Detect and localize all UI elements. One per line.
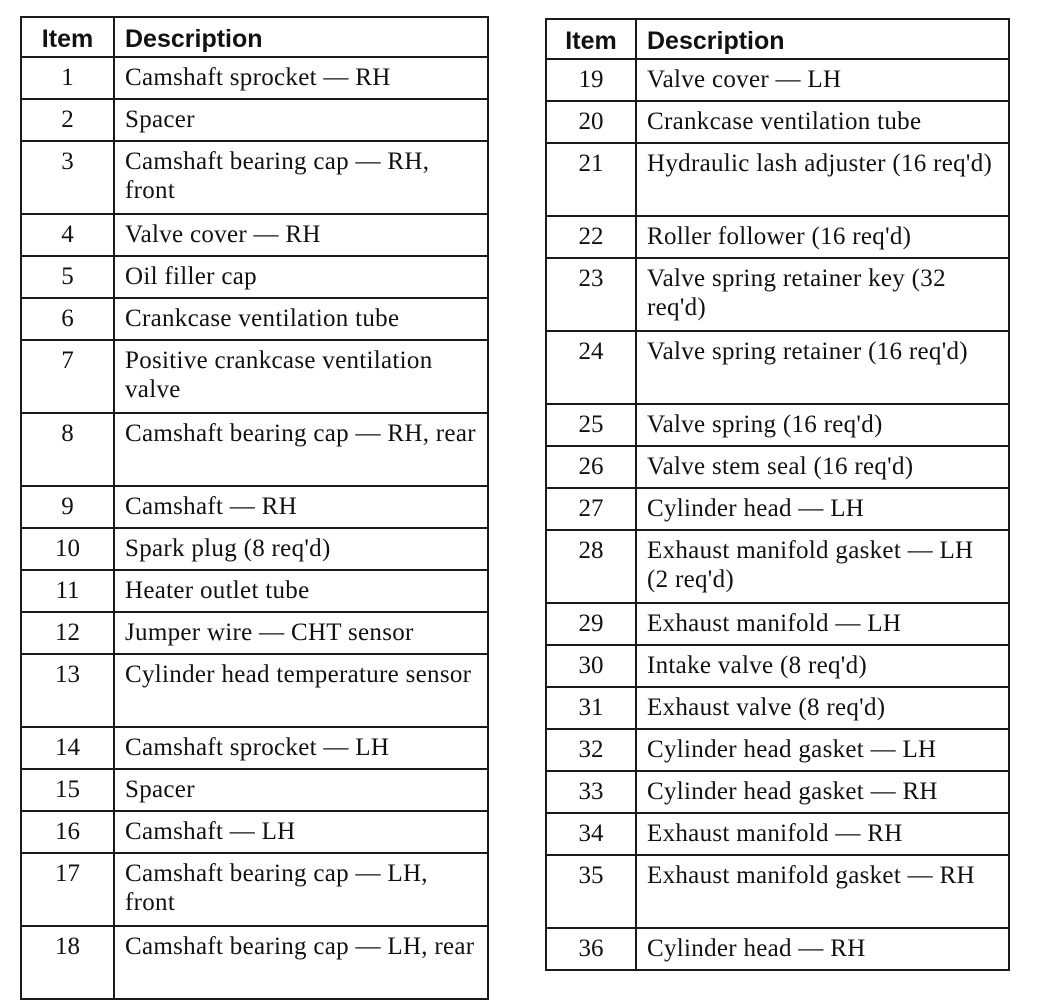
table-row (546, 771, 1009, 813)
item-number: 19 (546, 59, 636, 101)
table-row (21, 298, 488, 340)
table-row (21, 413, 488, 486)
item-description: Jumper wire — CHT sensor (114, 612, 488, 654)
item-description: Spacer (114, 99, 488, 141)
item-number: 26 (546, 446, 636, 488)
item-description: Camshaft sprocket — LH (114, 727, 488, 769)
item-number: 2 (21, 99, 114, 141)
item-number: 17 (21, 853, 114, 926)
table-row (21, 99, 488, 141)
table-row (546, 488, 1009, 530)
item-description: Valve spring retainer (16 req'd) (636, 331, 1009, 404)
item-description: Cylinder head gasket — LH (636, 729, 1009, 771)
table-row (21, 528, 488, 570)
item-number: 34 (546, 813, 636, 855)
table-row (546, 258, 1009, 331)
item-description: Valve cover — LH (636, 59, 1009, 101)
item-number: 31 (546, 687, 636, 729)
item-description: Roller follower (16 req'd) (636, 216, 1009, 258)
item-description: Camshaft sprocket — RH (114, 57, 488, 99)
item-description: Camshaft bearing cap — RH, front (114, 141, 488, 214)
item-number: 22 (546, 216, 636, 258)
header-row (21, 17, 488, 57)
item-number: 1 (21, 57, 114, 99)
item-number: 12 (21, 612, 114, 654)
table-row (21, 654, 488, 727)
item-description: Oil filler cap (114, 256, 488, 298)
description-column-header: Description (636, 19, 1009, 59)
item-description: Exhaust manifold gasket — LH (2 req'd) (636, 530, 1009, 603)
item-number: 23 (546, 258, 636, 331)
table-row (21, 486, 488, 528)
item-number: 32 (546, 729, 636, 771)
item-description: Valve cover — RH (114, 214, 488, 256)
item-description: Spark plug (8 req'd) (114, 528, 488, 570)
item-number: 9 (21, 486, 114, 528)
item-number: 20 (546, 101, 636, 143)
item-number: 15 (21, 769, 114, 811)
item-description: Crankcase ventilation tube (114, 298, 488, 340)
item-description: Camshaft bearing cap — LH, rear (114, 926, 488, 999)
item-number: 5 (21, 256, 114, 298)
item-description: Cylinder head gasket — RH (636, 771, 1009, 813)
table-row (21, 926, 488, 999)
table-row (546, 404, 1009, 446)
item-number: 10 (21, 528, 114, 570)
item-description: Valve spring (16 req'd) (636, 404, 1009, 446)
table-row (21, 57, 488, 99)
item-number: 21 (546, 143, 636, 216)
item-description: Cylinder head — LH (636, 488, 1009, 530)
item-number: 25 (546, 404, 636, 446)
item-description: Camshaft — RH (114, 486, 488, 528)
table-row (546, 143, 1009, 216)
item-description: Camshaft bearing cap — RH, rear (114, 413, 488, 486)
item-number: 24 (546, 331, 636, 404)
table-row (546, 928, 1009, 970)
table-row (546, 603, 1009, 645)
item-number: 14 (21, 727, 114, 769)
item-number: 30 (546, 645, 636, 687)
item-description: Hydraulic lash adjuster (16 req'd) (636, 143, 1009, 216)
table-row (546, 813, 1009, 855)
item-description: Cylinder head temperature sensor (114, 654, 488, 727)
item-description: Cylinder head — RH (636, 928, 1009, 970)
item-number: 28 (546, 530, 636, 603)
item-number: 35 (546, 855, 636, 928)
item-number: 16 (21, 811, 114, 853)
item-number: 29 (546, 603, 636, 645)
item-number: 4 (21, 214, 114, 256)
table-row (546, 446, 1009, 488)
table-row (21, 811, 488, 853)
item-description: Exhaust manifold gasket — RH (636, 855, 1009, 928)
item-description: Positive crankcase ventilation valve (114, 340, 488, 413)
table-row (21, 727, 488, 769)
table-row (546, 687, 1009, 729)
item-description: Valve stem seal (16 req'd) (636, 446, 1009, 488)
item-description: Valve spring retainer key (32 req'd) (636, 258, 1009, 331)
item-number: 18 (21, 926, 114, 999)
item-description: Exhaust valve (8 req'd) (636, 687, 1009, 729)
parts-table-left (20, 16, 489, 1000)
item-description: Exhaust manifold — RH (636, 813, 1009, 855)
item-number: 27 (546, 488, 636, 530)
table-row (21, 340, 488, 413)
table-row (21, 256, 488, 298)
item-description: Heater outlet tube (114, 570, 488, 612)
item-column-header: Item (21, 17, 114, 57)
item-description: Exhaust manifold — LH (636, 603, 1009, 645)
item-number: 33 (546, 771, 636, 813)
table-row (546, 331, 1009, 404)
table-row (546, 59, 1009, 101)
item-number: 36 (546, 928, 636, 970)
table-row (546, 855, 1009, 928)
table-row (21, 570, 488, 612)
header-row (546, 19, 1009, 59)
item-description: Intake valve (8 req'd) (636, 645, 1009, 687)
item-number: 7 (21, 340, 114, 413)
parts-table-right (545, 18, 1010, 971)
table-row (21, 769, 488, 811)
table-row (546, 530, 1009, 603)
item-description: Camshaft — LH (114, 811, 488, 853)
table-row (546, 216, 1009, 258)
description-column-header: Description (114, 17, 488, 57)
item-number: 6 (21, 298, 114, 340)
table-row (21, 612, 488, 654)
table-row (546, 645, 1009, 687)
item-number: 13 (21, 654, 114, 727)
item-column-header: Item (546, 19, 636, 59)
item-description: Spacer (114, 769, 488, 811)
item-number: 3 (21, 141, 114, 214)
table-row (546, 101, 1009, 143)
table-row (21, 141, 488, 214)
item-number: 11 (21, 570, 114, 612)
item-number: 8 (21, 413, 114, 486)
table-row (21, 214, 488, 256)
table-row (21, 853, 488, 926)
table-row (546, 729, 1009, 771)
item-description: Camshaft bearing cap — LH, front (114, 853, 488, 926)
item-description: Crankcase ventilation tube (636, 101, 1009, 143)
